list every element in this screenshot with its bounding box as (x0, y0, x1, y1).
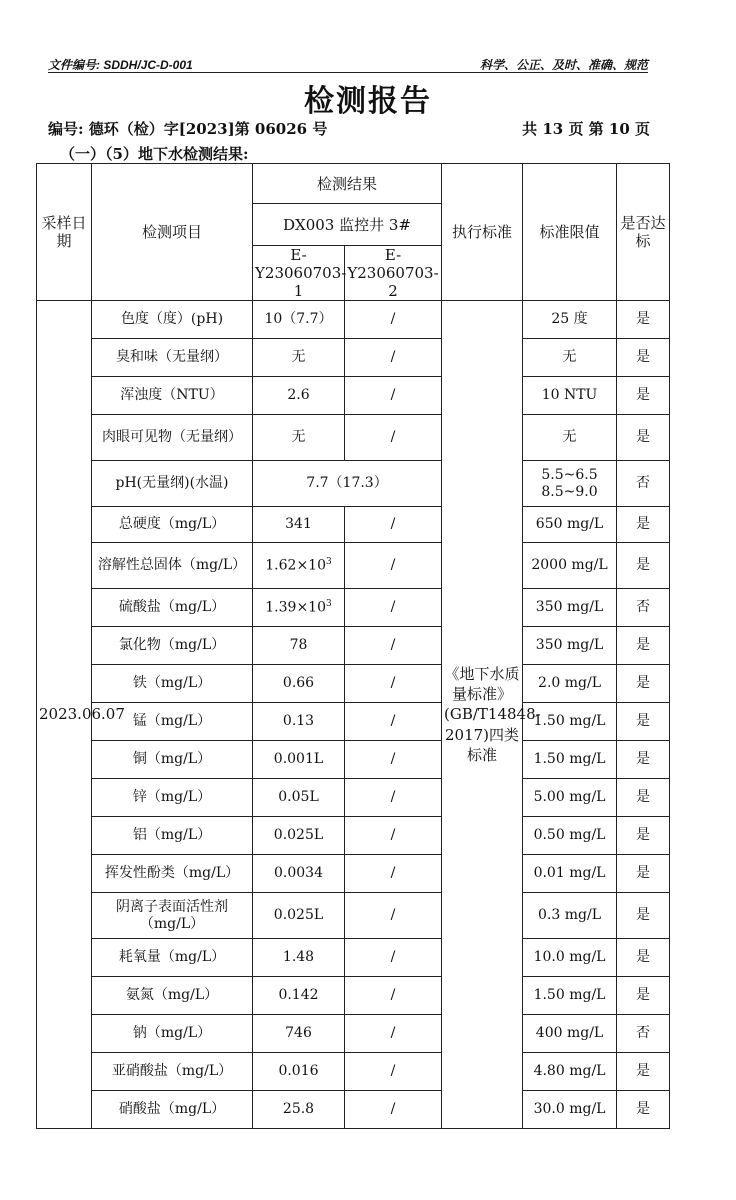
limit-cell: 650 mg/L (523, 507, 617, 543)
result-1-cell: 0.025L (253, 817, 345, 855)
compliance-cell: 是 (617, 1091, 670, 1129)
result-2-cell: / (345, 543, 442, 589)
limit-cell: 1.50 mg/L (523, 977, 617, 1015)
header-sample-1: E-Y23060703-1 (253, 246, 345, 301)
result-base: 1.62×10 (265, 557, 326, 574)
result-1-cell: 0.016 (253, 1053, 345, 1091)
result-2-cell: / (345, 339, 442, 377)
table-row (37, 543, 670, 589)
compliance-cell: 是 (617, 665, 670, 703)
report-number: 编号: 德环（检）字[2023]第 06026 号 (48, 120, 328, 138)
limit-cell: 无 (523, 415, 617, 461)
compliance-cell: 是 (617, 741, 670, 779)
item-cell: 铜（mg/L） (92, 741, 253, 779)
compliance-cell: 是 (617, 977, 670, 1015)
item-cell: 阴离子表面活性剂（mg/L） (92, 893, 253, 939)
results-table-container (36, 163, 669, 1129)
result-1-cell: 10（7.7） (253, 301, 345, 339)
compliance-cell: 是 (617, 893, 670, 939)
result-exponent: 3 (325, 556, 332, 567)
result-1-cell: 25.8 (253, 1091, 345, 1129)
table-row (37, 977, 670, 1015)
result-1-cell (253, 589, 345, 627)
result-1-cell: 78 (253, 627, 345, 665)
header-item: 检测项目 (92, 164, 253, 301)
result-1-cell: 341 (253, 507, 345, 543)
table-row (37, 817, 670, 855)
result-2-cell: / (345, 1015, 442, 1053)
compliance-cell: 是 (617, 627, 670, 665)
result-2-cell: / (345, 1053, 442, 1091)
table-row (37, 665, 670, 703)
limit-cell: 25 度 (523, 301, 617, 339)
result-1-cell: 0.142 (253, 977, 345, 1015)
table-row (37, 461, 670, 507)
header-sample-2: E-Y23060703-2 (345, 246, 442, 301)
report-title: 检测报告 (304, 84, 432, 119)
result-1-cell: 无 (253, 415, 345, 461)
item-cell: 锌（mg/L） (92, 779, 253, 817)
compliance-cell: 是 (617, 377, 670, 415)
header-sample-date: 采样日期 (37, 164, 92, 301)
result-2-cell: / (345, 939, 442, 977)
table-row (37, 855, 670, 893)
limit-cell: 4.80 mg/L (523, 1053, 617, 1091)
item-cell: 钠（mg/L） (92, 1015, 253, 1053)
result-2-cell: / (345, 415, 442, 461)
item-cell: 挥发性酚类（mg/L） (92, 855, 253, 893)
compliance-cell: 是 (617, 339, 670, 377)
limit-cell: 350 mg/L (523, 627, 617, 665)
compliance-cell: 是 (617, 779, 670, 817)
table-row (37, 377, 670, 415)
table-row (37, 893, 670, 939)
result-2-cell: / (345, 1091, 442, 1129)
item-cell: 硝酸盐（mg/L） (92, 1091, 253, 1129)
result-base: 1.39×10 (265, 599, 326, 616)
compliance-cell: 是 (617, 817, 670, 855)
result-1-cell: 7.7（17.3） (253, 461, 442, 507)
result-2-cell: / (345, 507, 442, 543)
result-2-cell: / (345, 779, 442, 817)
header-site: DX003 监控井 3# (253, 204, 442, 246)
header-limit: 标准限值 (523, 164, 617, 301)
limit-cell: 30.0 mg/L (523, 1091, 617, 1129)
result-2-cell: / (345, 893, 442, 939)
limit-cell: 5.5~6.5 8.5~9.0 (523, 461, 617, 507)
table-row (37, 1015, 670, 1053)
item-cell: 耗氧量（mg/L） (92, 939, 253, 977)
limit-cell: 0.3 mg/L (523, 893, 617, 939)
limit-cell: 0.01 mg/L (523, 855, 617, 893)
table-row (37, 779, 670, 817)
result-1-cell: 0.001L (253, 741, 345, 779)
result-1-cell: 0.0034 (253, 855, 345, 893)
item-cell: 铁（mg/L） (92, 665, 253, 703)
result-2-cell: / (345, 665, 442, 703)
table-row (37, 589, 670, 627)
result-2-cell: / (345, 377, 442, 415)
limit-cell: 0.50 mg/L (523, 817, 617, 855)
limit-cell: 10 NTU (523, 377, 617, 415)
item-cell: 氨氮（mg/L） (92, 977, 253, 1015)
limit-cell: 350 mg/L (523, 589, 617, 627)
item-cell: 臭和味（无量纲） (92, 339, 253, 377)
table-row (37, 627, 670, 665)
item-cell: 肉眼可见物（无量纲） (92, 415, 253, 461)
compliance-cell: 否 (617, 1015, 670, 1053)
table-row (37, 507, 670, 543)
item-cell: pH(无量纲)(水温) (92, 461, 253, 507)
result-1-cell: 无 (253, 339, 345, 377)
item-cell: 铝（mg/L） (92, 817, 253, 855)
result-1-cell: 1.48 (253, 939, 345, 977)
limit-cell: 10.0 mg/L (523, 939, 617, 977)
limit-cell: 无 (523, 339, 617, 377)
result-2-cell: / (345, 703, 442, 741)
table-row (37, 1053, 670, 1091)
page-count: 共 13 页 第 10 页 (522, 120, 650, 138)
result-1-cell: 0.05L (253, 779, 345, 817)
header-compliance: 是否达标 (617, 164, 670, 301)
result-2-cell: / (345, 855, 442, 893)
item-cell: 亚硝酸盐（mg/L） (92, 1053, 253, 1091)
result-1-cell: 0.025L (253, 893, 345, 939)
results-table (36, 163, 670, 1129)
compliance-cell: 是 (617, 1053, 670, 1091)
compliance-cell: 是 (617, 939, 670, 977)
result-1-cell: 2.6 (253, 377, 345, 415)
section-title: （一）（5）地下水检测结果: (60, 145, 249, 163)
result-1-cell: 0.66 (253, 665, 345, 703)
table-row (37, 339, 670, 377)
table-row (37, 415, 670, 461)
compliance-cell: 是 (617, 301, 670, 339)
result-1-cell (253, 543, 345, 589)
compliance-cell: 是 (617, 415, 670, 461)
item-cell: 锰（mg/L） (92, 703, 253, 741)
table-row (37, 939, 670, 977)
result-2-cell: / (345, 817, 442, 855)
document-header (48, 52, 648, 73)
limit-cell: 400 mg/L (523, 1015, 617, 1053)
item-cell: 硫酸盐（mg/L） (92, 589, 253, 627)
limit-cell: 1.50 mg/L (523, 741, 617, 779)
file-number: 文件编号: SDDH/JC-D-001 (48, 58, 193, 72)
compliance-cell: 是 (617, 703, 670, 741)
header-standard: 执行标准 (442, 164, 523, 301)
limit-cell: 2.0 mg/L (523, 665, 617, 703)
result-exponent: 3 (325, 598, 332, 609)
table-row (37, 301, 670, 339)
item-cell: 氯化物（mg/L） (92, 627, 253, 665)
compliance-cell: 否 (617, 461, 670, 507)
compliance-cell: 是 (617, 507, 670, 543)
result-2-cell: / (345, 627, 442, 665)
motto: 科学、公正、及时、准确、规范 (479, 58, 648, 72)
item-cell: 总硬度（mg/L） (92, 507, 253, 543)
limit-cell: 5.00 mg/L (523, 779, 617, 817)
compliance-cell: 否 (617, 589, 670, 627)
limit-cell: 1.50 mg/L (523, 703, 617, 741)
standard-cell: 《地下水质量标准》(GB/T14848-2017)四类标准 (442, 301, 523, 1129)
compliance-cell: 是 (617, 543, 670, 589)
table-row (37, 1091, 670, 1129)
result-2-cell: / (345, 741, 442, 779)
result-1-cell: 0.13 (253, 703, 345, 741)
compliance-cell: 是 (617, 855, 670, 893)
table-row (37, 703, 670, 741)
result-2-cell: / (345, 977, 442, 1015)
item-cell: 色度（度）(pH) (92, 301, 253, 339)
result-2-cell: / (345, 301, 442, 339)
result-1-cell: 746 (253, 1015, 345, 1053)
item-cell: 浑浊度（NTU） (92, 377, 253, 415)
table-row (37, 741, 670, 779)
sample-date-cell: 2023.06.07 (37, 301, 92, 1129)
limit-cell: 2000 mg/L (523, 543, 617, 589)
result-2-cell: / (345, 589, 442, 627)
header-results: 检测结果 (253, 164, 442, 204)
item-cell: 溶解性总固体（mg/L） (92, 543, 253, 589)
